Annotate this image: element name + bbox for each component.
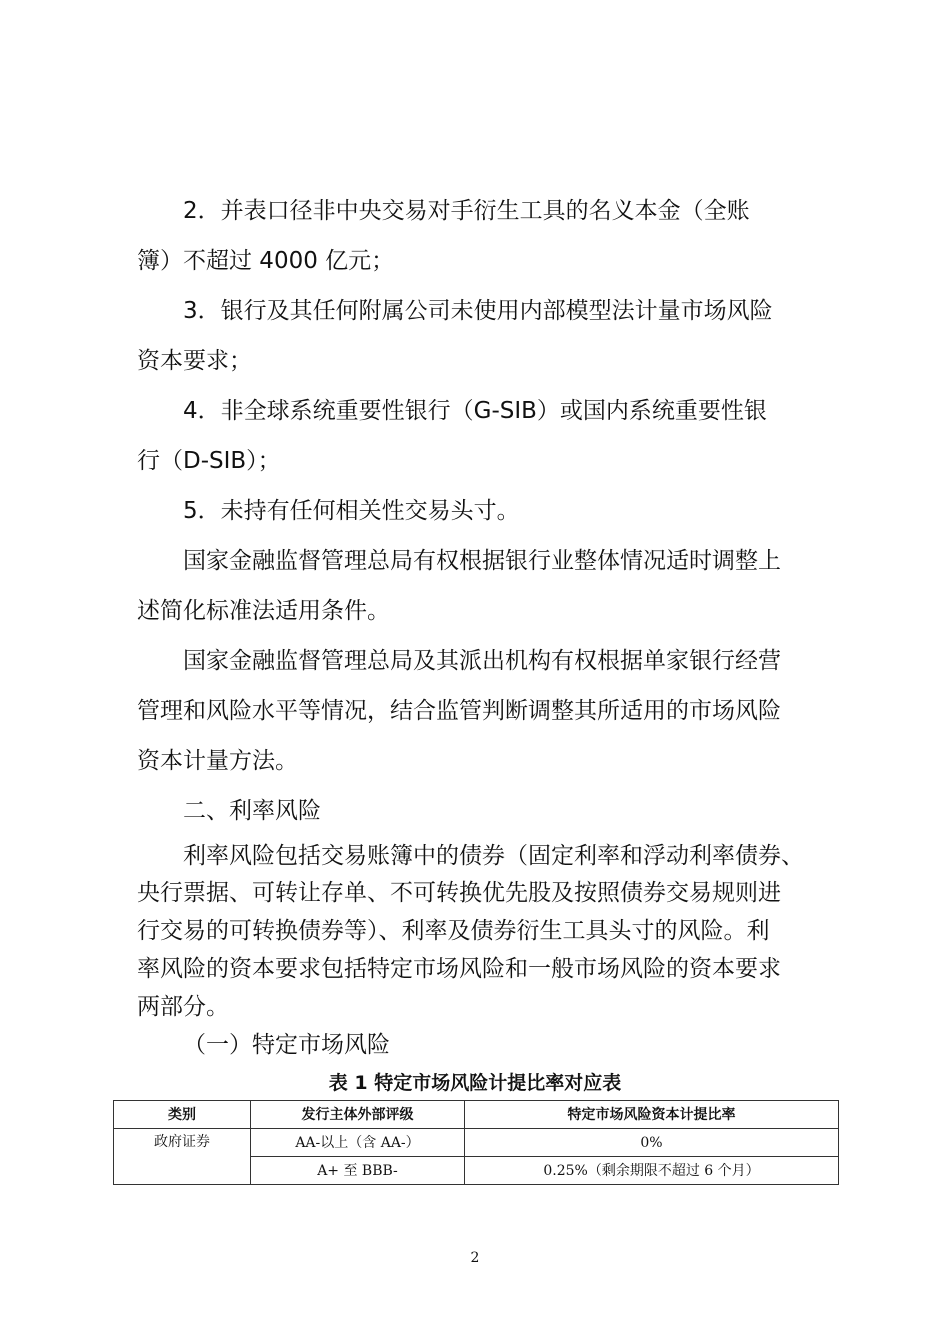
paragraph-8-line-4: 率风险的资本要求包括特定市场风险和一般市场风险的资本要求 <box>137 956 781 982</box>
table-header-ratio: 特定市场风险资本计提比率 <box>465 1101 839 1129</box>
paragraph-5-line-2: 述简化标准法适用条件。 <box>137 598 390 624</box>
paragraph-3-line-2: 行（D-SIB）； <box>137 448 281 474</box>
paragraph-8-line-2: 央行票据、可转让存单、不可转换优先股及按照债券交易规则进 <box>137 880 781 906</box>
paragraph-3-line-1: 4．非全球系统重要性银行（G-SIB）或国内系统重要性银 <box>183 398 767 424</box>
paragraph-1-line-1: 2．并表口径非中央交易对手衍生工具的名义本金（全账 <box>183 198 750 224</box>
table-header-category: 类别 <box>114 1101 251 1129</box>
paragraph-2-line-2: 资本要求； <box>137 348 252 374</box>
table-header-rating: 发行主体外部评级 <box>251 1101 465 1129</box>
paragraph-4-line-1: 5．未持有任何相关性交易头寸。 <box>183 498 520 524</box>
table-cell-rating: A+ 至 BBB- <box>251 1157 465 1185</box>
table-cell-ratio: 0% <box>465 1129 839 1157</box>
table-cell-ratio: 0.25%（剩余期限不超过 6 个月） <box>465 1157 839 1185</box>
paragraph-8-line-5: 两部分。 <box>137 994 229 1020</box>
section-heading-interest-rate-risk: 二、利率风险 <box>183 798 321 824</box>
paragraph-8-line-3: 行交易的可转换债券等）、利率及债券衍生工具头寸的风险。利 <box>137 918 770 944</box>
table-cell-rating: AA-以上（含 AA-） <box>251 1129 465 1157</box>
paragraph-2-line-1: 3．银行及其任何附属公司未使用内部模型法计量市场风险 <box>183 298 773 324</box>
table-cell-category: 政府证券 <box>114 1129 251 1185</box>
paragraph-8-line-1: 利率风险包括交易账簿中的债券（固定利率和浮动利率债券、 <box>183 843 804 869</box>
specific-risk-ratio-table <box>113 1100 839 1185</box>
table-header-row <box>114 1101 839 1129</box>
paragraph-5-line-1: 国家金融监督管理总局有权根据银行业整体情况适时调整上 <box>183 548 781 574</box>
table-title: 表 1 特定市场风险计提比率对应表 <box>328 1072 622 1094</box>
page-number: 2 <box>470 1250 480 1266</box>
paragraph-6-line-3: 资本计量方法。 <box>137 748 298 774</box>
subsection-heading-specific-market-risk: （一）特定市场风险 <box>183 1032 390 1058</box>
table-row <box>114 1129 839 1157</box>
paragraph-6-line-2: 管理和风险水平等情况，结合监管判断调整其所适用的市场风险 <box>137 698 781 724</box>
paragraph-1-line-2: 簿）不超过 4000 亿元； <box>137 248 395 274</box>
paragraph-6-line-1: 国家金融监督管理总局及其派出机构有权根据单家银行经营 <box>183 648 781 674</box>
